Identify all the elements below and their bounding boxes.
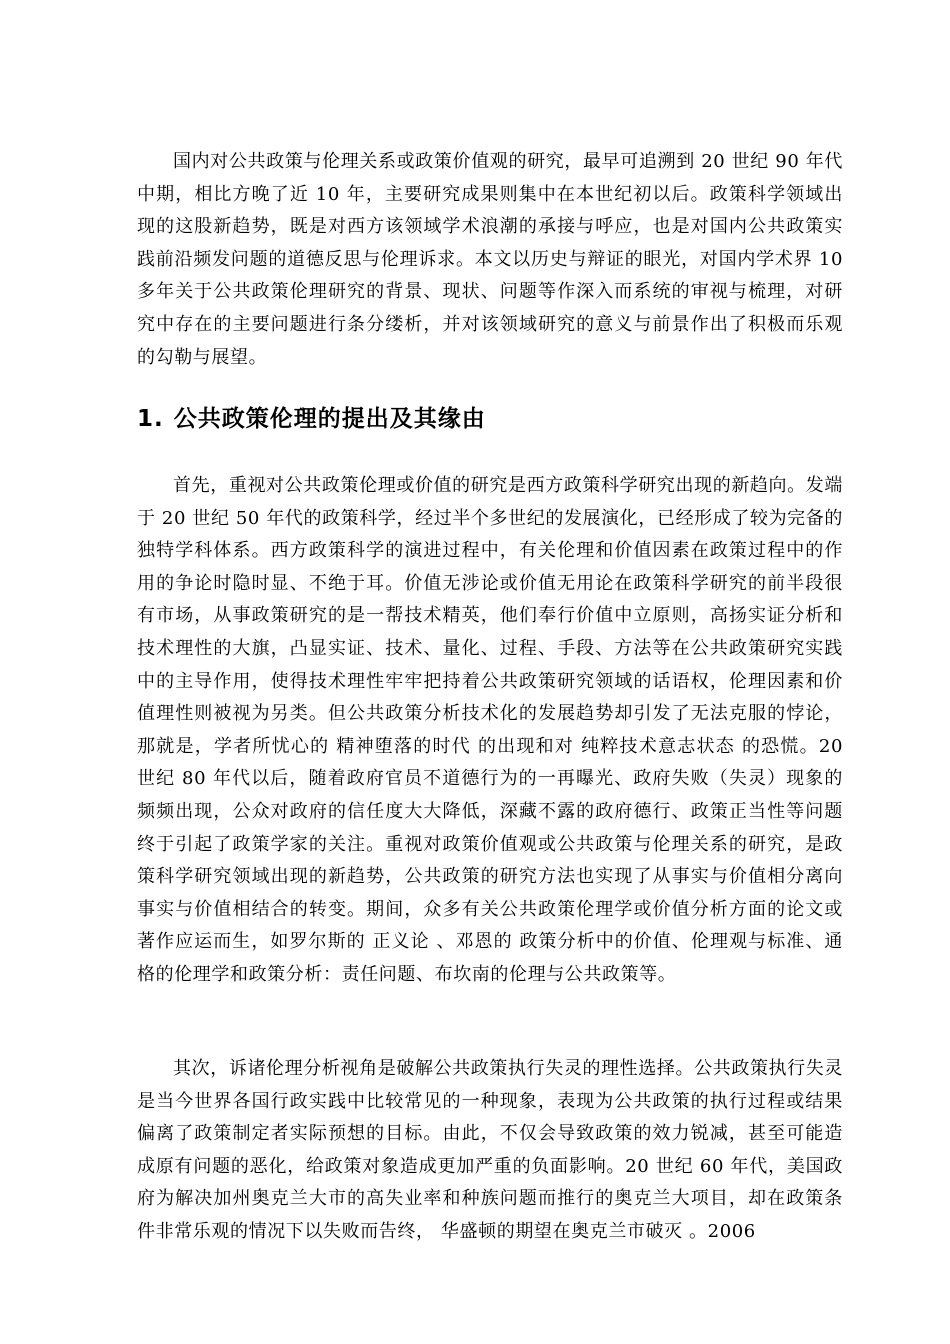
intro-paragraph: 国内对公共政策与伦理关系或政策价值观的研究，最早可追溯到 20 世纪 90 年代中期，相比方晚了近 10 年，主要研究成果则集中在本世纪初以后。政策科学领域出现的这股新趋势，既是对西方该领域学术浪潮的承接与呼应，也是对国内公共政策实践前沿频发问题的道德反思与伦理诉求。本文以历史与辩证的眼光，对国内学术界 10 多年关于公共政策伦理研究的背景、现状、问题等作深入而系统的审视与梳理，对研究中存在的主要问题进行条分缕析，并对该领域研究的意义与前景作出了积极而乐观的勾勒与展望。 — [137, 151, 843, 368]
section-title: 公共政策伦理的提出及其缘由 — [173, 406, 486, 432]
body-paragraph: 首先，重视对公共政策伦理或价值的研究是西方政策科学研究出现的新趋向。发端于 20 世纪 50 年代的政策科学，经过半个多世纪的发展演化，已经形成了较为完备的独特学科体系。西方政策科学的演进过程中，有关伦理和价值因素在政策过程中的作用的争论时隐时显、不绝于耳。价值无涉论或价值无用论在政策科学研究的前半段很有市场，从事政策研究的是一帮技术精英，他们奉行价值中立原则，高扬实证分析和技术理性的大旗，凸显实证、技术、量化、过程、手段、方法等在公共政策研究实践中的主导作用，使得技术理性牢牢把持着公共政策研究领域的话语权，伦理因素和价值理性则被视为另类。但公共政策分析技术化的发展趋势却引发了无法克服的悖论，那就是，学者所忧心的 精神堕落的时代 的出现和对 纯粹技术意志状态 的恐慌。20 世纪 80 年代以后，随着政府官员不道德行为的一再曝光、政府失败（失灵）现象的频频出现，公众对政府的信任度大大降低，深藏不露的政府德行、政策正当性等问题终于引起了政策学家的关注。重视对政策价值观或公共政策与伦理关系的研究，是政策科学研究领域出现的新趋势，公共政策的研究方法也实现了从事实与价值相分离向事实与价值相结合的转变。期间，众多有关公共政策伦理学或价值分析方面的论文或著作应运而生，如罗尔斯的 正义论 、邓恩的 政策分析中的价值、伦理观与标准、通格的伦理学和政策分析：责任问题、布坎南的伦理与公共政策等。 — [137, 475, 843, 985]
section-number: 1. — [137, 406, 164, 432]
section-heading — [137, 400, 486, 433]
body-paragraph: 其次，诉诸伦理分析视角是破解公共政策执行失灵的理性选择。公共政策执行失灵是当今世界各国行政实践中比较常见的一种现象，表现为公共政策的执行过程或结果偏离了政策制定者实际预想的目标。由此，不仅会导致政策的效力锐减，甚至可能造成原有问题的恶化，给政策对象造成更加严重的负面影响。20 世纪 60 年代，美国政府为解决加州奥克兰大市的高失业率和种族问题而推行的奥克兰大项目，却在政策条件非常乐观的情况下以失败而告终， 华盛顿的期望在奥克兰市破灭 。2006 — [137, 1058, 843, 1242]
